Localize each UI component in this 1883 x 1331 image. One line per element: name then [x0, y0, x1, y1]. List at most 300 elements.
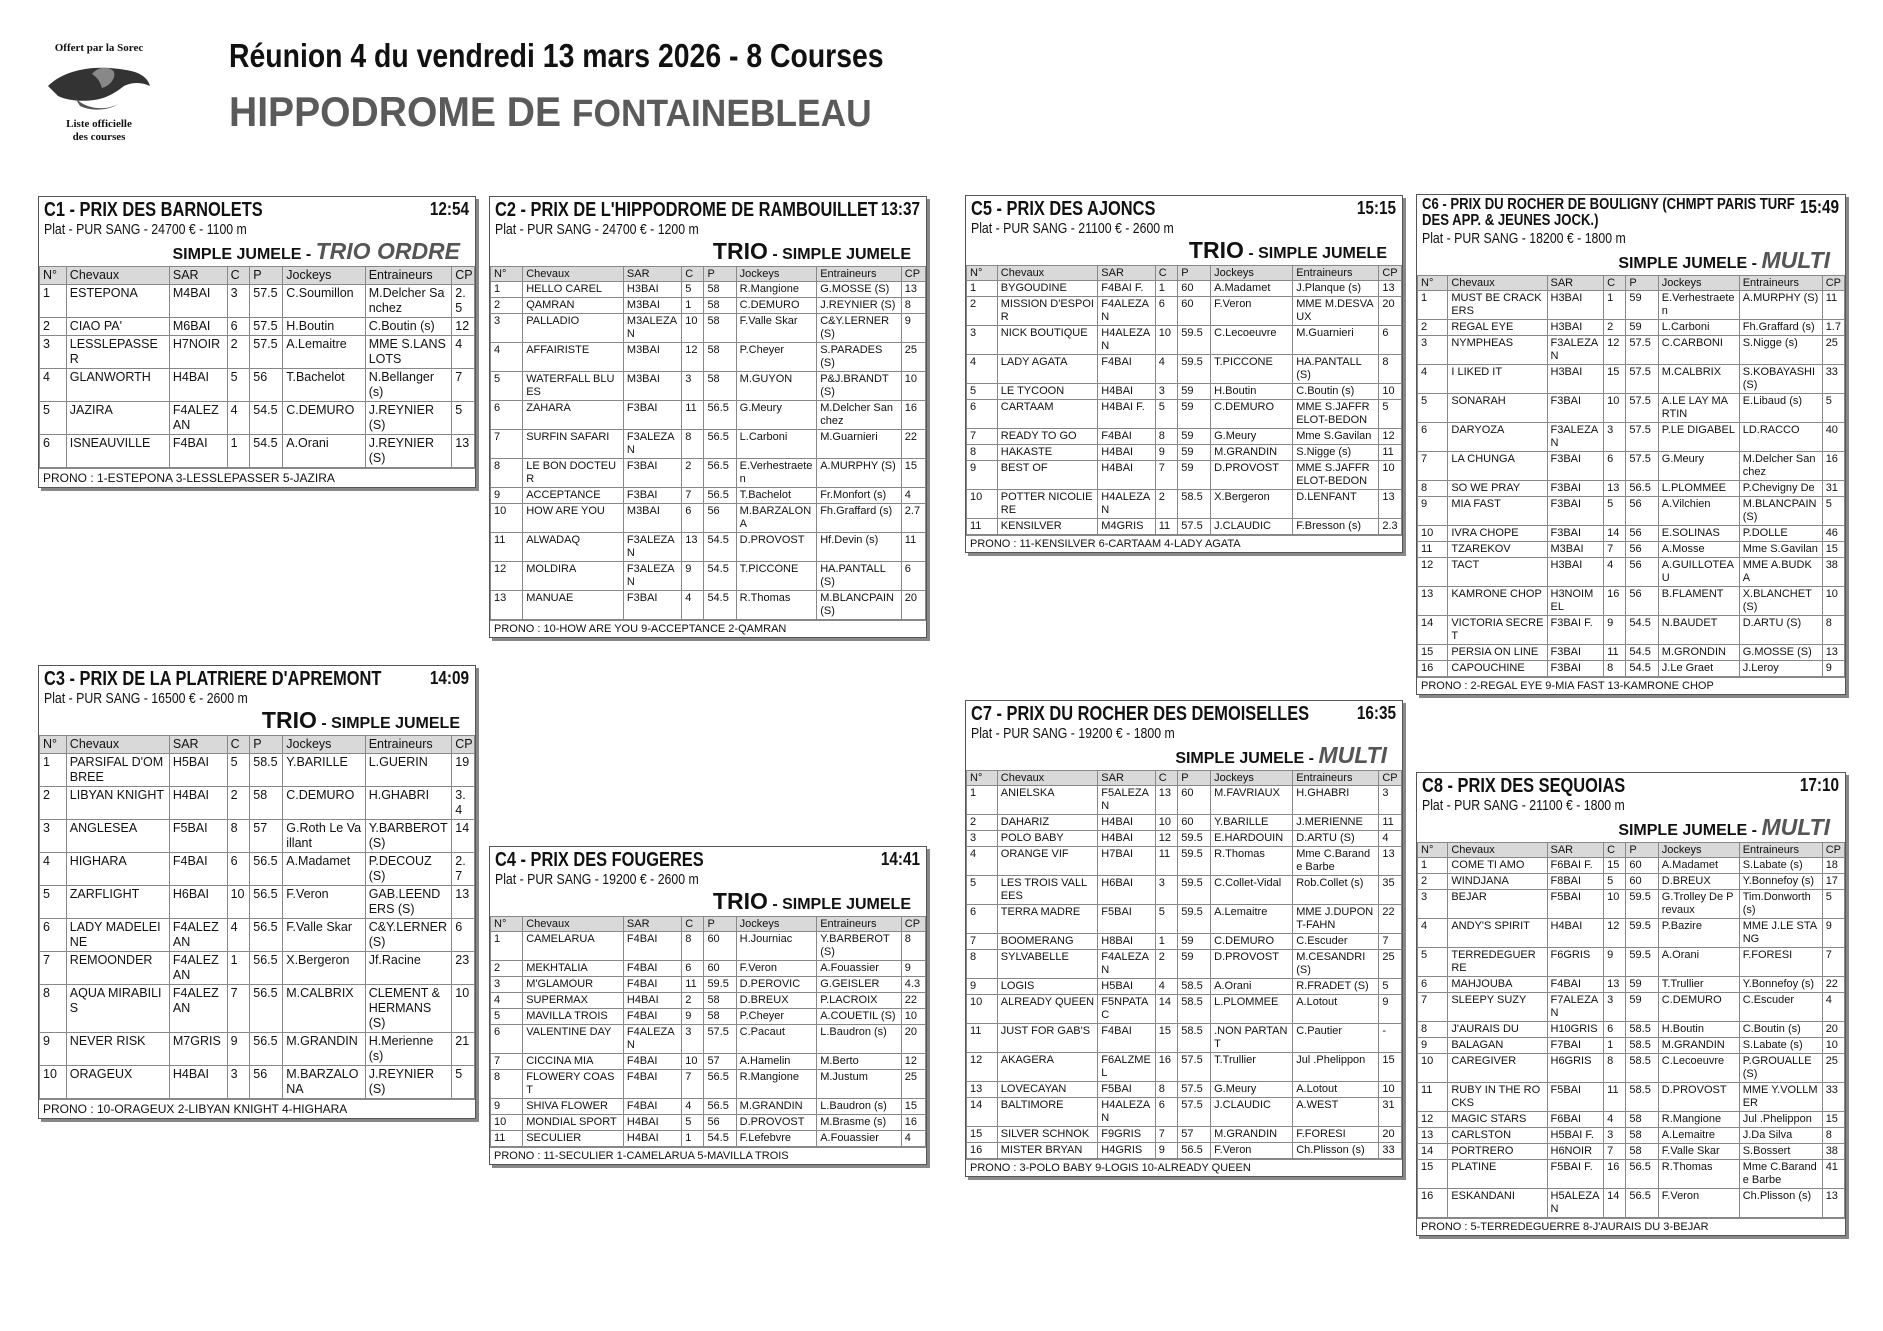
table-cell: 57.5 [1626, 423, 1658, 452]
column-header: Entraineurs [817, 917, 902, 932]
table-cell: 57.5 [1626, 336, 1658, 365]
table-cell: CAPOUCHINE [1448, 661, 1547, 677]
table-cell: 7 [1418, 452, 1448, 481]
table-cell: A.Madamet [283, 853, 365, 886]
table-cell: F3BAI [1547, 661, 1604, 677]
table-cell: AKAGERA [997, 1053, 1098, 1082]
table-cell: G.Meury [1211, 429, 1293, 445]
table-cell: F4BAI [623, 977, 681, 993]
table-cell: 12 [1418, 558, 1448, 587]
table-cell: 59 [1178, 461, 1211, 490]
table-cell: E.Libaud (s) [1739, 394, 1822, 423]
table-cell: 9 [491, 488, 523, 504]
table-cell: MOLDIRA [523, 562, 624, 591]
table-row [967, 979, 1402, 995]
table-cell: 58.5 [1626, 1038, 1658, 1054]
table-row [491, 1115, 926, 1131]
table-cell: H3BAI [1547, 291, 1604, 320]
table-cell: HA.PANTALL (S) [1293, 355, 1379, 384]
table-cell: 8 [901, 298, 925, 314]
table-cell: 4 [1418, 365, 1448, 394]
table-cell: H3BAI [1547, 320, 1604, 336]
table-cell: M.CALBRIX [1658, 365, 1739, 394]
table-cell: 4 [901, 1131, 925, 1147]
table-cell: BALAGAN [1448, 1038, 1547, 1054]
bet-type-label: - SIMPLE JUMELE [1243, 245, 1387, 262]
table-cell: 15 [967, 1127, 998, 1143]
table-cell: 13 [452, 435, 475, 468]
table-cell: L.GUERIN [365, 754, 452, 787]
table-cell: 5 [40, 886, 67, 919]
table-cell: F7ALEZAN [1547, 993, 1604, 1022]
table-cell: 12 [967, 1053, 998, 1082]
column-header: Entraineurs [365, 736, 452, 754]
table-cell: G.Meury [1658, 452, 1739, 481]
table-row [40, 919, 475, 952]
table-cell: 56 [704, 504, 736, 533]
table-cell: N.BAUDET [1658, 616, 1739, 645]
table-cell: ALWADAQ [523, 533, 624, 562]
table-row [967, 384, 1402, 400]
table-cell: 58.5 [1178, 1024, 1211, 1053]
table-cell: 6 [682, 961, 704, 977]
table-cell: M.Guarnieri [817, 430, 902, 459]
table-cell: 5 [1155, 400, 1178, 429]
table-cell: RUBY IN THE ROCKS [1448, 1083, 1547, 1112]
table-cell: P.DOLLE [1739, 526, 1822, 542]
column-header: Chevaux [997, 266, 1098, 281]
table-cell: 4 [491, 343, 523, 372]
bet-type-label: TRIO [261, 707, 317, 733]
table-cell: 11 [1379, 445, 1402, 461]
table-cell: CAREGIVER [1448, 1054, 1547, 1083]
table-cell: 10 [1379, 461, 1402, 490]
table-cell: 23 [452, 952, 475, 985]
table-cell: 57 [1178, 1127, 1211, 1143]
table-row [1418, 1160, 1845, 1189]
column-header: CP [452, 736, 475, 754]
table-cell: 1 [227, 952, 250, 985]
table-cell: TERREDEGUERRE [1448, 948, 1547, 977]
table-cell: C.DEMURO [1211, 400, 1293, 429]
table-row [1418, 542, 1845, 558]
table-cell: N.Bellanger (s) [365, 369, 452, 402]
table-row [491, 1131, 926, 1147]
table-cell: 16 [1418, 661, 1448, 677]
table-cell: 58 [250, 787, 283, 820]
table-cell: 56.5 [250, 1033, 283, 1066]
table-cell: 8 [1604, 1054, 1626, 1083]
table-cell: 20 [901, 591, 925, 620]
table-cell: P.Cheyer [736, 1009, 817, 1025]
table-cell: F.Valle Skar [283, 919, 365, 952]
table-cell: 12 [1379, 429, 1402, 445]
table-cell: J.MERIENNE [1293, 815, 1379, 831]
table-cell: 59 [1626, 291, 1658, 320]
column-header: C [1604, 843, 1626, 858]
table-cell: 7 [1155, 1127, 1178, 1143]
table-cell: H4BAI [169, 1066, 227, 1099]
table-cell: M.GRONDIN [1658, 645, 1739, 661]
table-cell: 13 [682, 533, 704, 562]
table-cell: S.Bossert [1739, 1144, 1822, 1160]
table-cell: M.GRANDIN [1211, 1127, 1293, 1143]
table-cell: 13 [1155, 786, 1178, 815]
table-cell: HIGHARA [66, 853, 169, 886]
table-cell: Jf.Racine [365, 952, 452, 985]
table-row [1418, 645, 1845, 661]
column-header: N° [40, 736, 67, 754]
table-cell: 40 [1822, 423, 1844, 452]
table-cell: 3 [1155, 384, 1178, 400]
table-cell: LA CHUNGA [1448, 452, 1547, 481]
table-cell: 3 [1418, 336, 1448, 365]
table-header-row [967, 266, 1402, 281]
table-cell: D.PROVOST [736, 1115, 817, 1131]
table-row [967, 1024, 1402, 1053]
table-cell: H10GRIS [1547, 1022, 1604, 1038]
table-cell: 9 [1379, 995, 1402, 1024]
table-cell: MISSION D'ESPOIR [997, 297, 1098, 326]
race-prono: PRONO : 11-KENSILVER 6-CARTAAM 4-LADY AGATA [966, 535, 1402, 552]
table-cell: 9 [1604, 948, 1626, 977]
table-cell: MME S.JAFFRELOT-BEDON [1293, 400, 1379, 429]
table-cell: DAHARIZ [997, 815, 1098, 831]
race-time: 14:09 [429, 668, 469, 688]
table-cell: 9 [1822, 919, 1844, 948]
table-cell: R.Thomas [1211, 847, 1293, 876]
bet-type-label: SIMPLE JUMELE - [1175, 750, 1319, 767]
table-cell: 3 [40, 336, 67, 369]
table-row [1418, 587, 1845, 616]
table-cell: 2 [491, 961, 523, 977]
column-header: Jockeys [1658, 276, 1739, 291]
table-cell: 58 [704, 1009, 736, 1025]
table-cell: 2.7 [901, 504, 925, 533]
bet-type-label: SIMPLE JUMELE - [1618, 822, 1762, 839]
race-prono: PRONO : 3-POLO BABY 9-LOGIS 10-ALREADY QUEEN [966, 1159, 1402, 1176]
table-cell: J.REYNIER (S) [365, 402, 452, 435]
race-prono: PRONO : 10-HOW ARE YOU 9-ACCEPTANCE 2-QAMRAN [490, 620, 926, 637]
race-conditions: Plat - PUR SANG - 21100 € - 1800 m [1422, 797, 1625, 814]
table-cell: REMOONDER [66, 952, 169, 985]
column-header: CP [1379, 771, 1402, 786]
table-cell: L.PLOMMEE [1211, 995, 1293, 1024]
table-cell: M.CALBRIX [283, 985, 365, 1033]
table-cell: 58.5 [1626, 1054, 1658, 1083]
table-cell: F6BAI F. [1547, 858, 1604, 874]
table-cell: VALENTINE DAY [523, 1025, 624, 1054]
table-cell: Tim.Donworth (s) [1739, 890, 1822, 919]
table-cell: 4 [901, 488, 925, 504]
table-cell: 1 [682, 298, 704, 314]
table-cell: CARTAAM [997, 400, 1098, 429]
table-cell: M.BLANCPAIN (S) [817, 591, 902, 620]
table-row [491, 1009, 926, 1025]
table-cell: 10 [40, 1066, 67, 1099]
table-cell: M3BAI [623, 343, 681, 372]
table-cell: MME M.DESVAUX [1293, 297, 1379, 326]
table-cell: 9 [967, 461, 998, 490]
bet-type-label: MULTI [1318, 742, 1387, 768]
table-cell: 56.5 [250, 985, 283, 1033]
table-cell: 6 [1604, 452, 1626, 481]
table-cell: A.Lotout [1293, 1082, 1379, 1098]
table-cell: F3BAI [1547, 481, 1604, 497]
table-row [40, 787, 475, 820]
table-cell: SONARAH [1448, 394, 1547, 423]
table-cell: 9 [1155, 445, 1178, 461]
table-cell: 60 [1626, 858, 1658, 874]
table-cell: 56.5 [704, 430, 736, 459]
table-cell: J.CLAUDIC [1211, 1098, 1293, 1127]
racecourse-title: HIPPODROME DE FONTAINEBLEAU [229, 88, 872, 135]
table-cell: H6BAI [169, 886, 227, 919]
table-cell: L.Carboni [736, 430, 817, 459]
table-cell: 8 [1418, 1022, 1448, 1038]
table-row [1418, 526, 1845, 542]
race-conditions: Plat - PUR SANG - 18200 € - 1800 m [1422, 230, 1626, 247]
table-cell: 10 [682, 1054, 704, 1070]
column-header: N° [40, 267, 67, 285]
race-title: C7 - PRIX DU ROCHER DES DEMOISELLES [971, 703, 1310, 725]
table-cell: F.Valle Skar [736, 314, 817, 343]
table-cell: 4 [1379, 831, 1402, 847]
table-cell: H6BAI [1098, 876, 1155, 905]
table-cell: 10 [1822, 587, 1844, 616]
table-cell: ANDY'S SPIRIT [1448, 919, 1547, 948]
table-cell: H6NOIR [1547, 1144, 1604, 1160]
table-cell: R.Mangione [736, 282, 817, 298]
table-cell: 13 [1822, 645, 1844, 661]
table-cell: H.GHABRI [365, 787, 452, 820]
table-cell: 1 [967, 786, 998, 815]
table-cell: 5 [227, 369, 250, 402]
table-cell: 14 [452, 820, 475, 853]
table-cell: TZAREKOV [1448, 542, 1547, 558]
table-row [1418, 890, 1845, 919]
race-bet-types [1422, 814, 1840, 842]
bet-type-label: TRIO [712, 238, 768, 264]
table-cell: 5 [1604, 874, 1626, 890]
table-cell: F6ALZMEL [1098, 1053, 1155, 1082]
table-cell: 56 [1626, 542, 1658, 558]
table-cell: F5BAI [1098, 905, 1155, 934]
table-cell: 57.5 [1626, 365, 1658, 394]
table-cell: 2 [682, 993, 704, 1009]
table-cell: 6 [1604, 1022, 1626, 1038]
table-cell: MME A.BUDKA [1739, 558, 1822, 587]
bet-type-label: - SIMPLE JUMELE [316, 715, 460, 732]
table-cell: X.BLANCHET (S) [1739, 587, 1822, 616]
table-cell: 33 [1379, 1143, 1402, 1159]
table-cell: R.Thomas [1658, 1160, 1739, 1189]
table-cell: 10 [491, 504, 523, 533]
table-cell: 10 [491, 1115, 523, 1131]
table-cell: R.Thomas [736, 591, 817, 620]
race-time: 12:54 [429, 199, 469, 219]
table-cell: 60 [1178, 281, 1211, 297]
table-cell: M3BAI [623, 298, 681, 314]
table-cell: F4ALEZAN [623, 1025, 681, 1054]
race-header [490, 197, 926, 266]
column-header: CP [901, 267, 925, 282]
table-cell: BYGOUDINE [997, 281, 1098, 297]
table-cell: H4ALEZAN [1098, 1098, 1155, 1127]
table-cell: T.Trullier [1211, 1053, 1293, 1082]
table-cell: 12 [491, 562, 523, 591]
table-cell: 7 [227, 985, 250, 1033]
table-cell: H5BAI [1098, 979, 1155, 995]
table-cell: 2 [1418, 874, 1448, 890]
table-cell: 9 [227, 1033, 250, 1066]
table-cell: A.Mosse [1658, 542, 1739, 558]
table-cell: 2 [967, 815, 998, 831]
table-cell: F4BAI [623, 1070, 681, 1099]
table-cell: BOOMERANG [997, 934, 1098, 950]
table-cell: SYLVABELLE [997, 950, 1098, 979]
table-cell: M.FAVRIAUX [1211, 786, 1293, 815]
table-cell: T.Trullier [1658, 977, 1739, 993]
table-cell: 16 [1604, 1160, 1626, 1189]
race-title: C4 - PRIX DES FOUGERES [495, 849, 704, 871]
column-header: CP [901, 917, 925, 932]
runners-table [1417, 842, 1845, 1218]
table-cell: M3BAI [1547, 542, 1604, 558]
column-header: C [227, 736, 250, 754]
table-cell: 12 [1155, 831, 1178, 847]
table-cell: 15 [1822, 542, 1844, 558]
table-cell: C.Boutin (s) [1739, 1022, 1822, 1038]
table-cell: 8 [682, 932, 704, 961]
table-cell: S.PARADES (S) [817, 343, 902, 372]
table-cell: HELLO CAREL [523, 282, 624, 298]
table-cell: G.Meury [736, 401, 817, 430]
table-cell: J.Leroy [1739, 661, 1822, 677]
table-cell: M'GLAMOUR [523, 977, 624, 993]
table-cell: LE BON DOCTEUR [523, 459, 624, 488]
table-cell: 7 [682, 1070, 704, 1099]
table-cell: 14 [1604, 1189, 1626, 1218]
column-header: SAR [623, 917, 681, 932]
table-cell: 10 [967, 995, 998, 1024]
column-header: Jockeys [1211, 266, 1293, 281]
table-cell: 10 [1604, 394, 1626, 423]
table-cell: 4 [227, 919, 250, 952]
table-cell: H3BAI [1547, 558, 1604, 587]
table-row [967, 876, 1402, 905]
table-cell: TERRA MADRE [997, 905, 1098, 934]
table-cell: 58.5 [250, 754, 283, 787]
column-header: Jockeys [736, 267, 817, 282]
table-cell: 56.5 [1626, 1160, 1658, 1189]
table-cell: 57.5 [250, 318, 283, 336]
table-cell: 54.5 [704, 533, 736, 562]
column-header: C [1604, 276, 1626, 291]
table-cell: 6 [682, 504, 704, 533]
table-cell: G.MOSSE (S) [817, 282, 902, 298]
table-cell: 9 [901, 314, 925, 343]
table-cell: 3 [1604, 423, 1626, 452]
table-cell: 8 [1822, 616, 1844, 645]
runners-table [39, 735, 475, 1099]
table-cell: 16 [1418, 1189, 1448, 1218]
table-cell: 2 [1418, 320, 1448, 336]
column-header: Jockeys [1211, 771, 1293, 786]
table-cell: 3 [967, 831, 998, 847]
table-cell: F5BAI [169, 820, 227, 853]
table-cell: REGAL EYE [1448, 320, 1547, 336]
table-cell: 14 [1418, 1144, 1448, 1160]
table-cell: 11 [1155, 519, 1178, 535]
table-cell: D.BREUX [736, 993, 817, 1009]
table-cell: 21 [452, 1033, 475, 1066]
table-cell: S.KOBAYASHI (S) [1739, 365, 1822, 394]
table-cell: 56.5 [704, 401, 736, 430]
table-cell: M.Delcher Sanchez [1739, 452, 1822, 481]
table-cell: 33 [1822, 1083, 1844, 1112]
table-row [40, 369, 475, 402]
column-header: N° [1418, 276, 1448, 291]
table-cell: F.Veron [1658, 1189, 1739, 1218]
table-cell: LESSLEPASSER [66, 336, 169, 369]
table-cell: 5 [452, 402, 475, 435]
race-time: 15:15 [1356, 198, 1396, 218]
table-cell: 11 [1418, 1083, 1448, 1112]
table-cell: 8 [491, 1070, 523, 1099]
table-cell: 10 [1418, 526, 1448, 542]
table-cell: F4BAI [1547, 977, 1604, 993]
table-cell: 19 [452, 754, 475, 787]
table-cell: Ch.Plisson (s) [1739, 1189, 1822, 1218]
table-cell: 56.5 [704, 459, 736, 488]
column-header: P [1626, 276, 1658, 291]
table-cell: H4BAI [169, 369, 227, 402]
column-header: C [227, 267, 250, 285]
table-cell: A.Orani [283, 435, 365, 468]
table-cell: CARLSTON [1448, 1128, 1547, 1144]
table-cell: F3ALEZAN [623, 430, 681, 459]
horse-head-logo-icon [44, 56, 154, 118]
table-cell: A.Lemaitre [1658, 1128, 1739, 1144]
table-cell: 15 [1822, 1112, 1844, 1128]
table-row [1418, 1128, 1845, 1144]
table-cell: 59.5 [1178, 905, 1211, 934]
table-cell: 56 [1626, 558, 1658, 587]
table-cell: H5BAI F. [1547, 1128, 1604, 1144]
table-cell: 4 [1418, 919, 1448, 948]
race-conditions: Plat - PUR SANG - 24700 € - 1200 m [495, 221, 699, 238]
table-cell: G.GEISLER [817, 977, 902, 993]
table-cell: 15 [1604, 858, 1626, 874]
table-cell: 13 [1379, 281, 1402, 297]
table-cell: Mme S.Gavilan [1293, 429, 1379, 445]
table-cell: 46 [1822, 526, 1844, 542]
table-cell: 56.5 [250, 919, 283, 952]
table-cell: 1.7 [1822, 320, 1844, 336]
table-cell: 10 [1155, 815, 1178, 831]
column-header: C [1155, 266, 1178, 281]
table-cell: HA.PANTALL (S) [817, 562, 902, 591]
column-header: Chevaux [66, 736, 169, 754]
table-row [1418, 1038, 1845, 1054]
table-cell: ACCEPTANCE [523, 488, 624, 504]
column-header: CP [1379, 266, 1402, 281]
table-cell: SUPERMAX [523, 993, 624, 1009]
table-cell: MONDIAL SPORT [523, 1115, 624, 1131]
table-cell: MAHJOUBA [1448, 977, 1547, 993]
table-cell: A.MURPHY (S) [1739, 291, 1822, 320]
